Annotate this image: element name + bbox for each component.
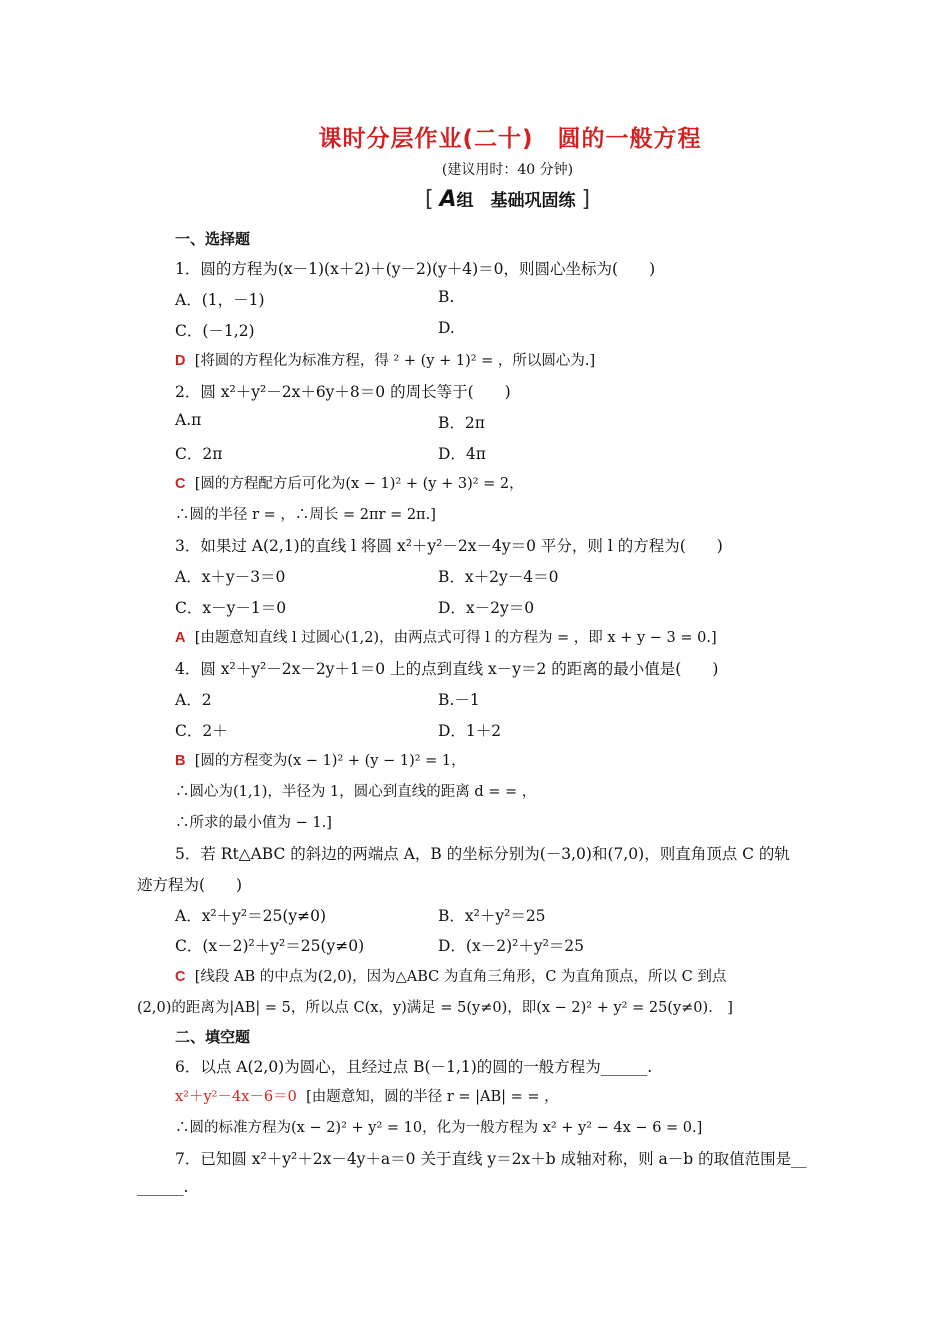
q2-option-d: D．4π [438, 445, 486, 463]
q4-solution-line-3: ∴所求的最小值为 − 1.] [175, 815, 332, 831]
q2-answer: C [175, 476, 186, 492]
q5-solution-line-2: (2,0)的距离为|AB| = 5，所以点 C(x，y)满足 = 5(y≠0)，即(x − 2)² + y² = 25(y≠0). ] [137, 1000, 733, 1016]
right-bracket: ] [581, 187, 591, 212]
q1-option-d: D. [438, 319, 455, 337]
q3-solution-text: [由题意知直线 l 过圆心(1,2)，由两点式可得 l 的方程为 = ，即 x + y − 3 = 0.] [194, 630, 717, 646]
q4-solution [175, 749, 950, 770]
q2-option-a: A.π [175, 411, 202, 429]
group-heading [0, 186, 950, 212]
q5-solution-text: [线段 AB 的中点为(2,0)，因为△ABC 为直角三角形，C 为直角顶点，所以 C 到点 [194, 969, 727, 985]
section-heading: 一、选择题 [175, 230, 251, 248]
q4-option-c: C．2＋ [175, 722, 228, 740]
question-2-stem: 2．圆 x²＋y²－2x＋6y＋8＝0 的周长等于( ) [175, 383, 511, 401]
q1-solution [175, 349, 950, 370]
q3-answer: A [175, 630, 186, 646]
suggested-time: (建议用时：40 分钟) [441, 162, 574, 178]
q5-option-b: B．x²＋y²＝25 [438, 907, 546, 925]
q5-option-a: A．x²＋y²＝25(y≠0) [175, 907, 327, 925]
q4-option-b: B.－1 [438, 691, 480, 709]
q3-option-b: B．x＋2y－4＝0 [438, 568, 559, 586]
q2-solution-line-2: ∴圆的半径 r = ，∴周长 = 2πr = 2π.] [175, 507, 436, 523]
q4-option-d: D．1＋2 [438, 722, 502, 740]
q2-solution-text: [圆的方程配方后可化为(x − 1)² + (y + 3)² = 2， [194, 476, 524, 492]
q2-option-c: C．2π [175, 445, 223, 463]
q4-answer: B [175, 753, 186, 769]
group-letter: A [439, 187, 457, 212]
q1-answer: D [175, 353, 186, 369]
left-bracket: [ [424, 187, 434, 212]
question-4-stem: 4．圆 x²＋y²－2x－2y＋1＝0 上的点到直线 x－y＝2 的距离的最小值是( ) [175, 660, 719, 678]
question-1-stem: 1．圆的方程为(x－1)(x＋2)＋(y－2)(y＋4)＝0，则圆心坐标为( ) [175, 260, 656, 278]
q3-option-a: A．x＋y－3＝0 [175, 568, 286, 586]
q3-option-d: D．x－2y＝0 [438, 599, 535, 617]
q5-answer: C [175, 969, 186, 985]
q4-option-a: A．2 [175, 691, 212, 709]
section-heading: 二、填空题 [175, 1028, 251, 1046]
q1-solution-text: [将圆的方程化为标准方程，得 ² + (y + 1)² = ，所以圆心为.] [194, 353, 596, 369]
q6-answer: x²＋y²－4x－6＝0 [175, 1089, 297, 1105]
q2-solution [175, 472, 950, 493]
q1-option-c: C．(－1,2) [175, 322, 255, 340]
q3-option-c: C．x－y－1＝0 [175, 599, 287, 617]
q1-option-b: B. [438, 288, 455, 306]
q4-solution-text: [圆的方程变为(x − 1)² + (y − 1)² = 1， [194, 753, 466, 769]
q6-solution-line-2: ∴圆的标准方程为(x − 2)² + y² = 10，化为一般方程为 x² + y² − 4x − 6 = 0.] [175, 1120, 703, 1136]
question-5-stem: 5．若 Rt△ABC 的斜边的两端点 A，B 的坐标分别为(－3,0)和(7,0)，则直角顶点 C 的轨 [175, 845, 790, 863]
q6-solution [175, 1085, 950, 1106]
question-7-stem: 7．已知圆 x²＋y²＋2x－4y＋a＝0 关于直线 y＝2x＋b 成轴对称，则 a－b 的取值范围是__ [175, 1150, 807, 1168]
question-5-stem-line-2: 迹方程为( ) [137, 876, 243, 894]
q4-solution-line-2: ∴圆心为(1,1)，半径为 1，圆心到直线的距离 d = = ， [175, 784, 537, 800]
question-7-stem-line-2: ______. [137, 1178, 189, 1196]
q5-option-c: C．(x－2)²＋y²＝25(y≠0) [175, 937, 365, 955]
q3-solution [175, 626, 950, 647]
q2-option-b: B．2π [438, 414, 485, 432]
page-title: 课时分层作业(二十) 圆的一般方程 [318, 126, 702, 152]
q5-option-d: D．(x－2)²＋y²＝25 [438, 937, 585, 955]
q6-solution-text: [由题意知，圆的半径 r = |AB| = = ， [306, 1089, 559, 1105]
question-3-stem: 3．如果过 A(2,1)的直线 l 将圆 x²＋y²－2x－4y＝0 平分，则 l 的方程为( ) [175, 537, 723, 555]
q5-solution [175, 965, 950, 986]
group-label: 组 基础巩固练 [456, 191, 576, 211]
q1-option-a: A．(1，－1) [175, 291, 265, 309]
question-6-stem: 6．以点 A(2,0)为圆心，且经过点 B(－1,1)的圆的一般方程为______. [175, 1058, 653, 1076]
